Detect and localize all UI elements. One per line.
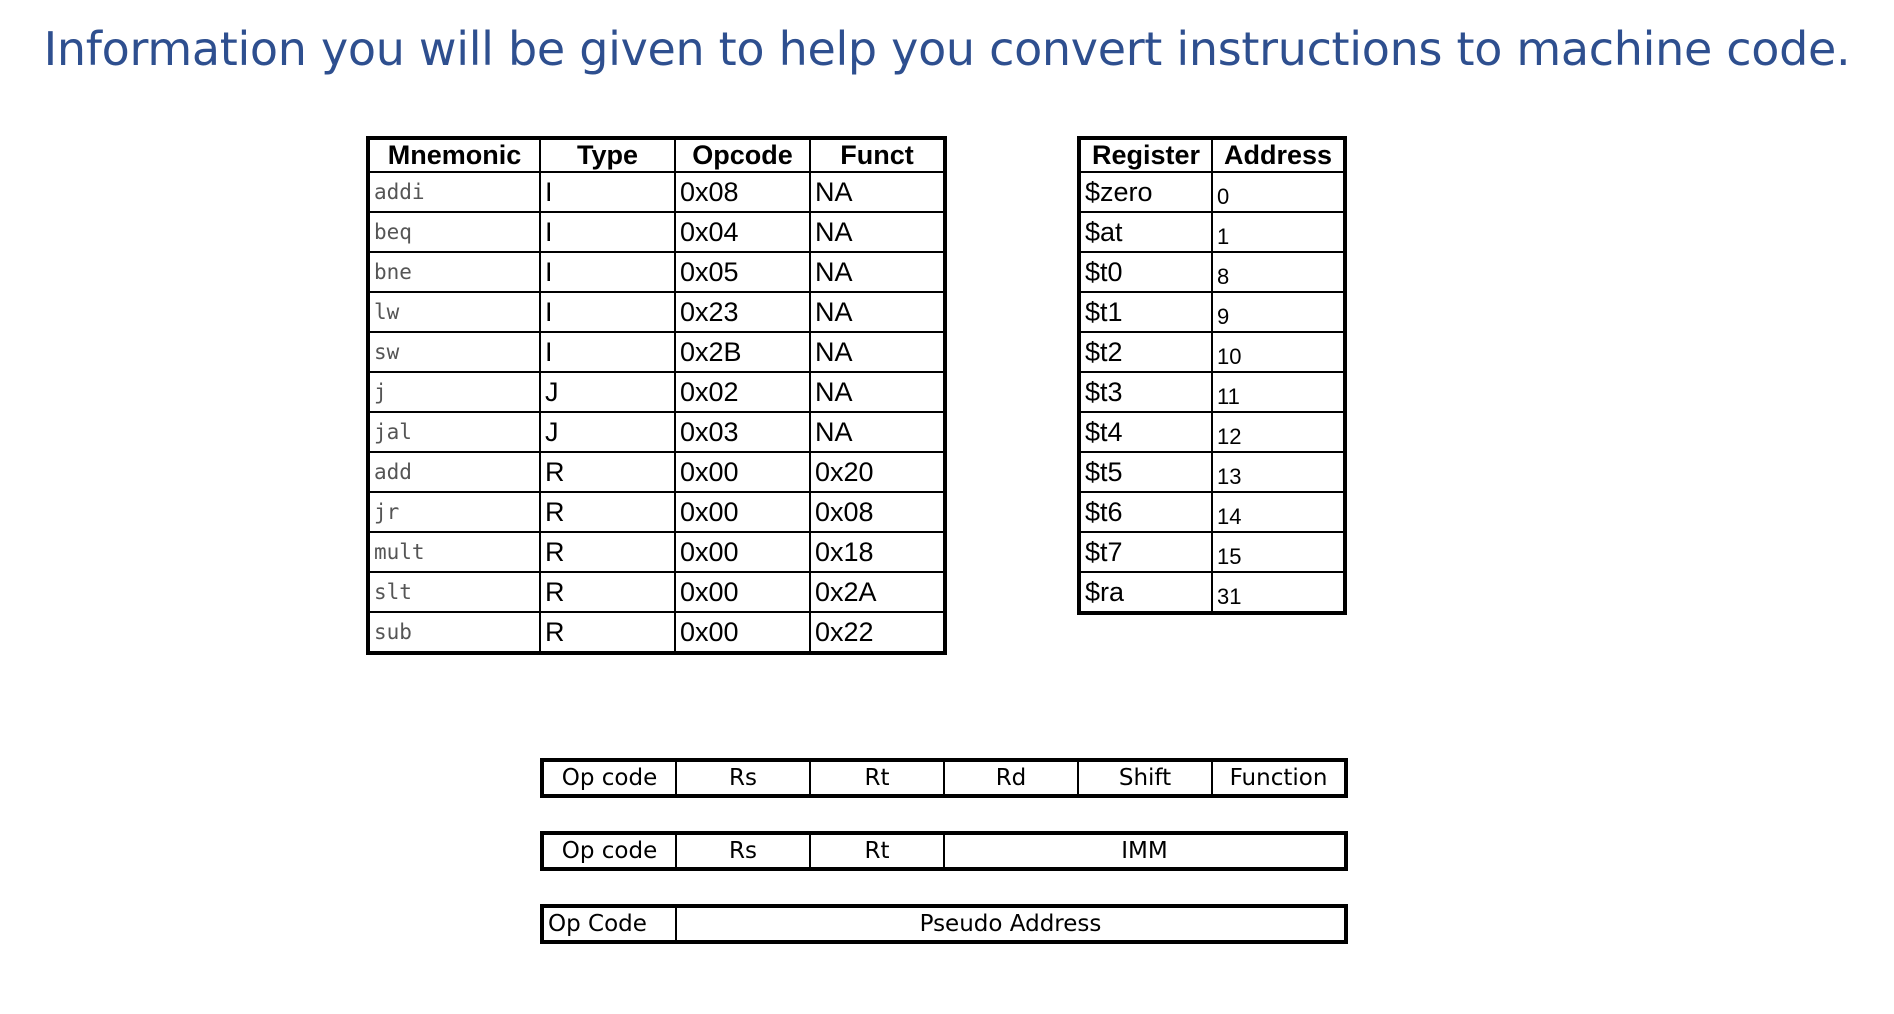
opcode-cell: 0x00	[675, 532, 810, 572]
type-cell: I	[540, 332, 675, 372]
opcode-cell: 0x2B	[675, 332, 810, 372]
type-cell: I	[540, 292, 675, 332]
mnemonic-cell: lw	[368, 292, 540, 332]
funct-cell: NA	[810, 412, 945, 452]
type-cell: J	[540, 412, 675, 452]
type-cell: R	[540, 452, 675, 492]
type-cell: R	[540, 572, 675, 612]
i-type-format	[540, 831, 1348, 871]
field-opcode: Op Code	[542, 906, 676, 942]
mnemonic-cell: mult	[368, 532, 540, 572]
funct-cell: 0x22	[810, 612, 945, 653]
table-row	[368, 172, 945, 212]
opcode-cell: 0x05	[675, 252, 810, 292]
funct-cell: NA	[810, 212, 945, 252]
table-row	[368, 452, 945, 492]
header-opcode: Opcode	[675, 138, 810, 172]
opcode-cell: 0x02	[675, 372, 810, 412]
header-register: Register	[1079, 138, 1212, 172]
table-row	[1079, 372, 1345, 412]
table-row	[1079, 252, 1345, 292]
mnemonic-cell: j	[368, 372, 540, 412]
table-row	[368, 412, 945, 452]
funct-cell: 0x20	[810, 452, 945, 492]
table-row	[368, 252, 945, 292]
address-cell: 12	[1212, 412, 1345, 452]
funct-cell: 0x2A	[810, 572, 945, 612]
mnemonic-cell: sw	[368, 332, 540, 372]
opcode-cell: 0x00	[675, 572, 810, 612]
table-row	[1079, 292, 1345, 332]
type-cell: I	[540, 252, 675, 292]
funct-cell: NA	[810, 372, 945, 412]
address-cell: 31	[1212, 572, 1345, 613]
opcode-cell: 0x08	[675, 172, 810, 212]
address-cell: 1	[1212, 212, 1345, 252]
register-cell: $t5	[1079, 452, 1212, 492]
mnemonic-cell: jal	[368, 412, 540, 452]
register-table	[1077, 136, 1347, 615]
format-row	[542, 760, 1346, 796]
type-cell: R	[540, 532, 675, 572]
opcode-cell: 0x00	[675, 612, 810, 653]
mnemonic-cell: beq	[368, 212, 540, 252]
page-title: Information you will be given to help you convert instructions to machine code.	[43, 22, 1851, 76]
mnemonic-cell: add	[368, 452, 540, 492]
register-cell: $t0	[1079, 252, 1212, 292]
address-cell: 15	[1212, 532, 1345, 572]
funct-cell: 0x18	[810, 532, 945, 572]
field-rt: Rt	[810, 760, 944, 796]
mnemonic-cell: jr	[368, 492, 540, 532]
funct-cell: 0x08	[810, 492, 945, 532]
table-row	[1079, 332, 1345, 372]
address-cell: 9	[1212, 292, 1345, 332]
register-cell: $t2	[1079, 332, 1212, 372]
address-cell: 14	[1212, 492, 1345, 532]
register-cell: $ra	[1079, 572, 1212, 613]
header-funct: Funct	[810, 138, 945, 172]
opcode-cell: 0x00	[675, 492, 810, 532]
funct-cell: NA	[810, 252, 945, 292]
field-rs: Rs	[676, 760, 810, 796]
type-cell: I	[540, 172, 675, 212]
header-type: Type	[540, 138, 675, 172]
register-cell: $t1	[1079, 292, 1212, 332]
header-address: Address	[1212, 138, 1345, 172]
field-rs: Rs	[676, 833, 810, 869]
r-type-format	[540, 758, 1348, 798]
register-cell: $t3	[1079, 372, 1212, 412]
table-row	[368, 292, 945, 332]
table-row	[1079, 572, 1345, 613]
register-table-header	[1079, 138, 1345, 172]
funct-cell: NA	[810, 332, 945, 372]
register-cell: $at	[1079, 212, 1212, 252]
mnemonic-cell: addi	[368, 172, 540, 212]
table-row	[1079, 172, 1345, 212]
register-cell: $t4	[1079, 412, 1212, 452]
opcode-cell: 0x23	[675, 292, 810, 332]
field-opcode: Op code	[542, 760, 676, 796]
type-cell: R	[540, 612, 675, 653]
type-cell: R	[540, 492, 675, 532]
table-row	[368, 532, 945, 572]
format-row	[542, 906, 1346, 942]
address-cell: 8	[1212, 252, 1345, 292]
table-row	[1079, 492, 1345, 532]
register-cell: $zero	[1079, 172, 1212, 212]
field-rt: Rt	[810, 833, 944, 869]
format-row	[542, 833, 1346, 869]
field-shift: Shift	[1078, 760, 1212, 796]
type-cell: I	[540, 212, 675, 252]
opcode-cell: 0x04	[675, 212, 810, 252]
table-row	[1079, 212, 1345, 252]
instruction-table	[366, 136, 947, 655]
table-row	[368, 332, 945, 372]
table-row	[1079, 532, 1345, 572]
address-cell: 13	[1212, 452, 1345, 492]
address-cell: 0	[1212, 172, 1345, 212]
field-pseudo-address: Pseudo Address	[676, 906, 1346, 942]
j-type-format	[540, 904, 1348, 944]
table-row	[1079, 412, 1345, 452]
table-row	[368, 612, 945, 653]
table-row	[368, 492, 945, 532]
opcode-cell: 0x03	[675, 412, 810, 452]
table-row	[368, 572, 945, 612]
field-opcode: Op code	[542, 833, 676, 869]
table-row	[368, 372, 945, 412]
table-row	[368, 212, 945, 252]
table-row	[1079, 452, 1345, 492]
mnemonic-cell: slt	[368, 572, 540, 612]
field-imm: IMM	[944, 833, 1346, 869]
opcode-cell: 0x00	[675, 452, 810, 492]
field-rd: Rd	[944, 760, 1078, 796]
register-cell: $t6	[1079, 492, 1212, 532]
address-cell: 10	[1212, 332, 1345, 372]
register-cell: $t7	[1079, 532, 1212, 572]
funct-cell: NA	[810, 292, 945, 332]
mnemonic-cell: sub	[368, 612, 540, 653]
header-mnemonic: Mnemonic	[368, 138, 540, 172]
field-function: Function	[1212, 760, 1346, 796]
mnemonic-cell: bne	[368, 252, 540, 292]
instruction-table-header	[368, 138, 945, 172]
type-cell: J	[540, 372, 675, 412]
funct-cell: NA	[810, 172, 945, 212]
address-cell: 11	[1212, 372, 1345, 412]
